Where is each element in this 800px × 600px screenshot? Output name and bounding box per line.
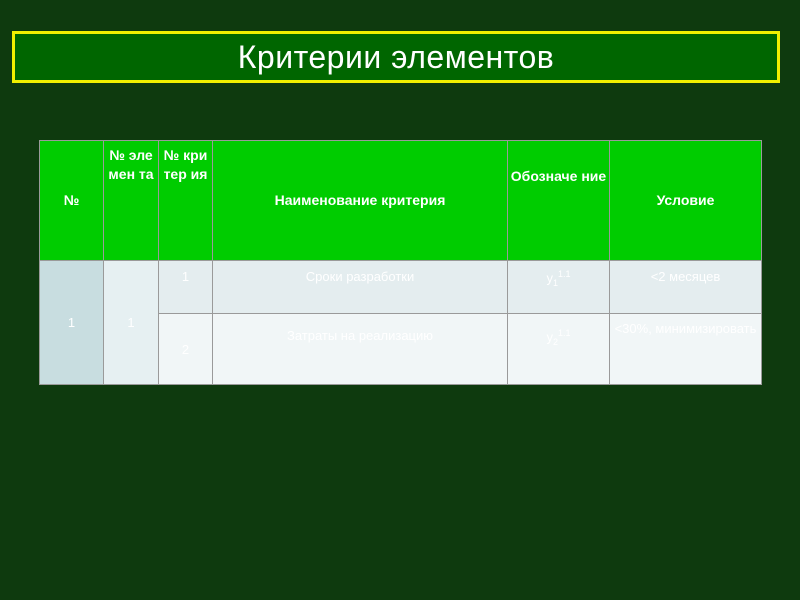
header-designation: Обозначе ние	[508, 141, 610, 261]
designation-base: y	[546, 329, 553, 345]
criterion-no-cell: 2	[159, 314, 213, 385]
header-num: №	[40, 141, 104, 261]
designation-sub: 2	[552, 336, 558, 347]
element-num-cell: 1	[40, 261, 104, 385]
criterion-name-cell: Затраты на реализацию	[213, 314, 508, 385]
header-element-no: № эле мен та	[104, 141, 159, 261]
designation-base: y	[546, 270, 553, 286]
header-criterion-no: № кри тер ия	[159, 141, 213, 261]
criterion-no-cell: 1	[159, 261, 213, 314]
table-row	[40, 261, 762, 314]
designation-sub: 1	[552, 277, 558, 288]
designation-cell	[508, 314, 610, 385]
criteria-table	[39, 140, 762, 385]
designation-sup: 1.1	[558, 328, 571, 338]
condition-cell: <30%, минимизировать	[610, 314, 762, 385]
table-header-row	[40, 141, 762, 261]
condition-cell: <2 месяцев	[610, 261, 762, 314]
designation-sup: 1.1	[558, 269, 571, 279]
slide-title: Критерии элементов	[237, 38, 555, 75]
element-no-cell: 1	[104, 261, 159, 385]
header-condition: Условие	[610, 141, 762, 261]
title-banner	[12, 31, 780, 83]
designation-cell	[508, 261, 610, 314]
criterion-name-cell: Сроки разработки	[213, 261, 508, 314]
header-criterion-name: Наименование критерия	[213, 141, 508, 261]
